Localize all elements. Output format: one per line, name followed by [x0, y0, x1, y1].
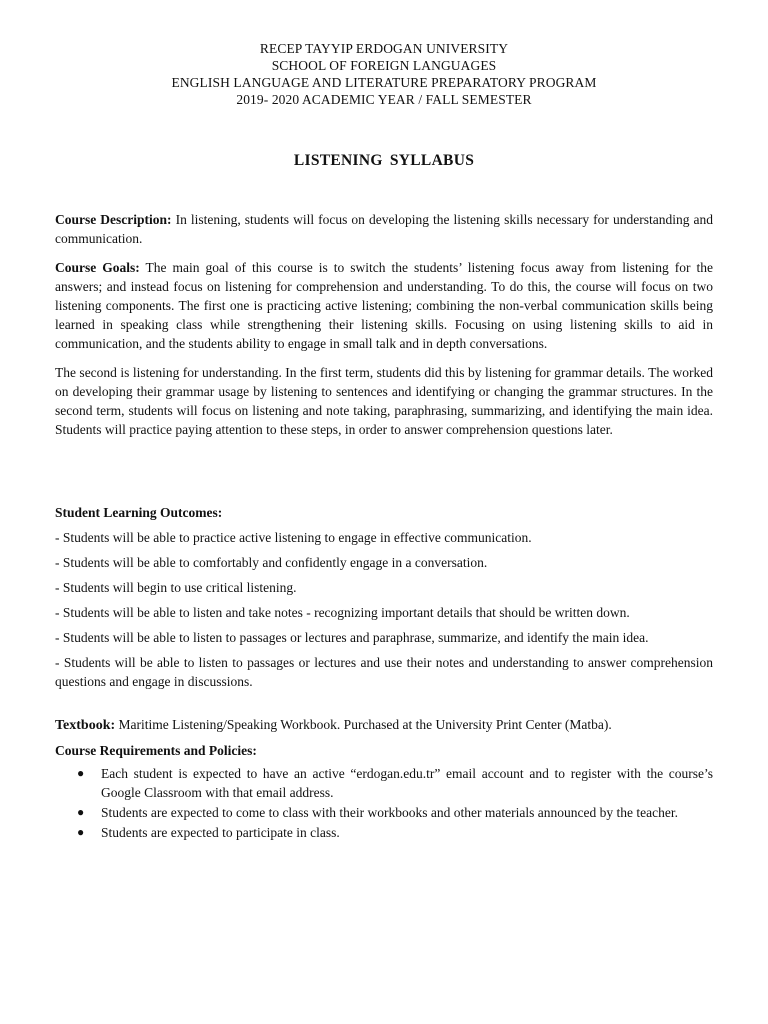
- course-description-text: In listening, students will focus on developing the listening skills necessary for understanding and communication.: [55, 212, 713, 246]
- learning-outcome-item: - Students will be able to listen to passages or lectures and paraphrase, summarize, and identify the main idea.: [55, 630, 649, 645]
- learning-outcome-item: - Students will be able to listen and take notes - recognizing important details that should be written down.: [55, 605, 630, 620]
- learning-outcome-item: - Students will be able to practice active listening to engage in effective communication.: [55, 530, 532, 545]
- requirement-text: Students are expected to participate in class.: [101, 825, 340, 840]
- bullet-icon: ●: [77, 825, 85, 839]
- learning-outcomes-heading: Student Learning Outcomes:: [55, 505, 223, 520]
- requirement-item: [55, 764, 713, 802]
- document-title: LISTENING SYLLABUS: [293, 152, 475, 169]
- bullet-icon: ●: [77, 766, 85, 780]
- textbook-line: [55, 715, 713, 735]
- bullet-icon: ●: [77, 805, 85, 819]
- learning-outcome-item: - Students will be able to comfortably and confidently engage in a conversation.: [55, 555, 488, 570]
- program-name: ENGLISH LANGUAGE AND LITERATURE PREPARATORY PROGRAM: [171, 75, 597, 90]
- course-goals-text: The main goal of this course is to switch the students’ listening focus away from listening for the answers; and instead focus on listening for comprehension and understanding. To do this, the course will focus on two listening components. The first one is practicing active listening; combining the non-verbal communication skills being learned in speaking class while strengthening their listening skills. Focusing on using listening skills to aid in communication, and the students ability to engage in small talk and in depth conversations.: [55, 260, 714, 351]
- course-goals: [55, 258, 713, 353]
- textbook-text: Maritime Listening/Speaking Workbook. Purchased at the University Print Center (Matba).: [115, 717, 612, 732]
- university-name: RECEP TAYYIP ERDOGAN UNIVERSITY: [259, 41, 509, 56]
- learning-outcome-item: - Students will be able to listen to passages or lectures and use their notes and understanding to answer comprehension questions and engage in discussions.: [55, 655, 713, 689]
- requirements-list: [55, 764, 713, 842]
- requirement-text: Each student is expected to have an active “erdogan.edu.tr” email account and to register with the course’s Google Classroom with that email address.: [101, 766, 713, 800]
- requirements-heading: Course Requirements and Policies:: [55, 743, 257, 758]
- academic-term: 2019- 2020 ACADEMIC YEAR / FALL SEMESTER: [236, 92, 532, 107]
- textbook-label: Textbook:: [55, 718, 116, 733]
- requirement-item: [55, 803, 713, 822]
- course-goals-label: Course Goals:: [55, 260, 140, 275]
- requirement-item: [55, 823, 713, 842]
- course-description: [55, 210, 713, 248]
- document-header: [55, 40, 713, 108]
- school-name: SCHOOL OF FOREIGN LANGUAGES: [271, 58, 497, 73]
- course-description-label: Course Description:: [55, 212, 172, 227]
- requirement-text: Students are expected to come to class with their workbooks and other materials announced by the teacher.: [101, 805, 678, 820]
- learning-outcome-item: - Students will begin to use critical listening.: [55, 580, 297, 595]
- second-component-paragraph: The second is listening for understanding. In the first term, students did this by listening for grammar details. The worked on developing their grammar usage by listening to sentences and identifying or changing the grammar structures. In the second term, students will focus on listening and note taking, paraphrasing, summarizing, and identifying the main idea. Students will practice paying attention to these steps, in order to answer comprehension questions later.: [55, 365, 713, 437]
- learning-outcomes-list: [55, 528, 713, 691]
